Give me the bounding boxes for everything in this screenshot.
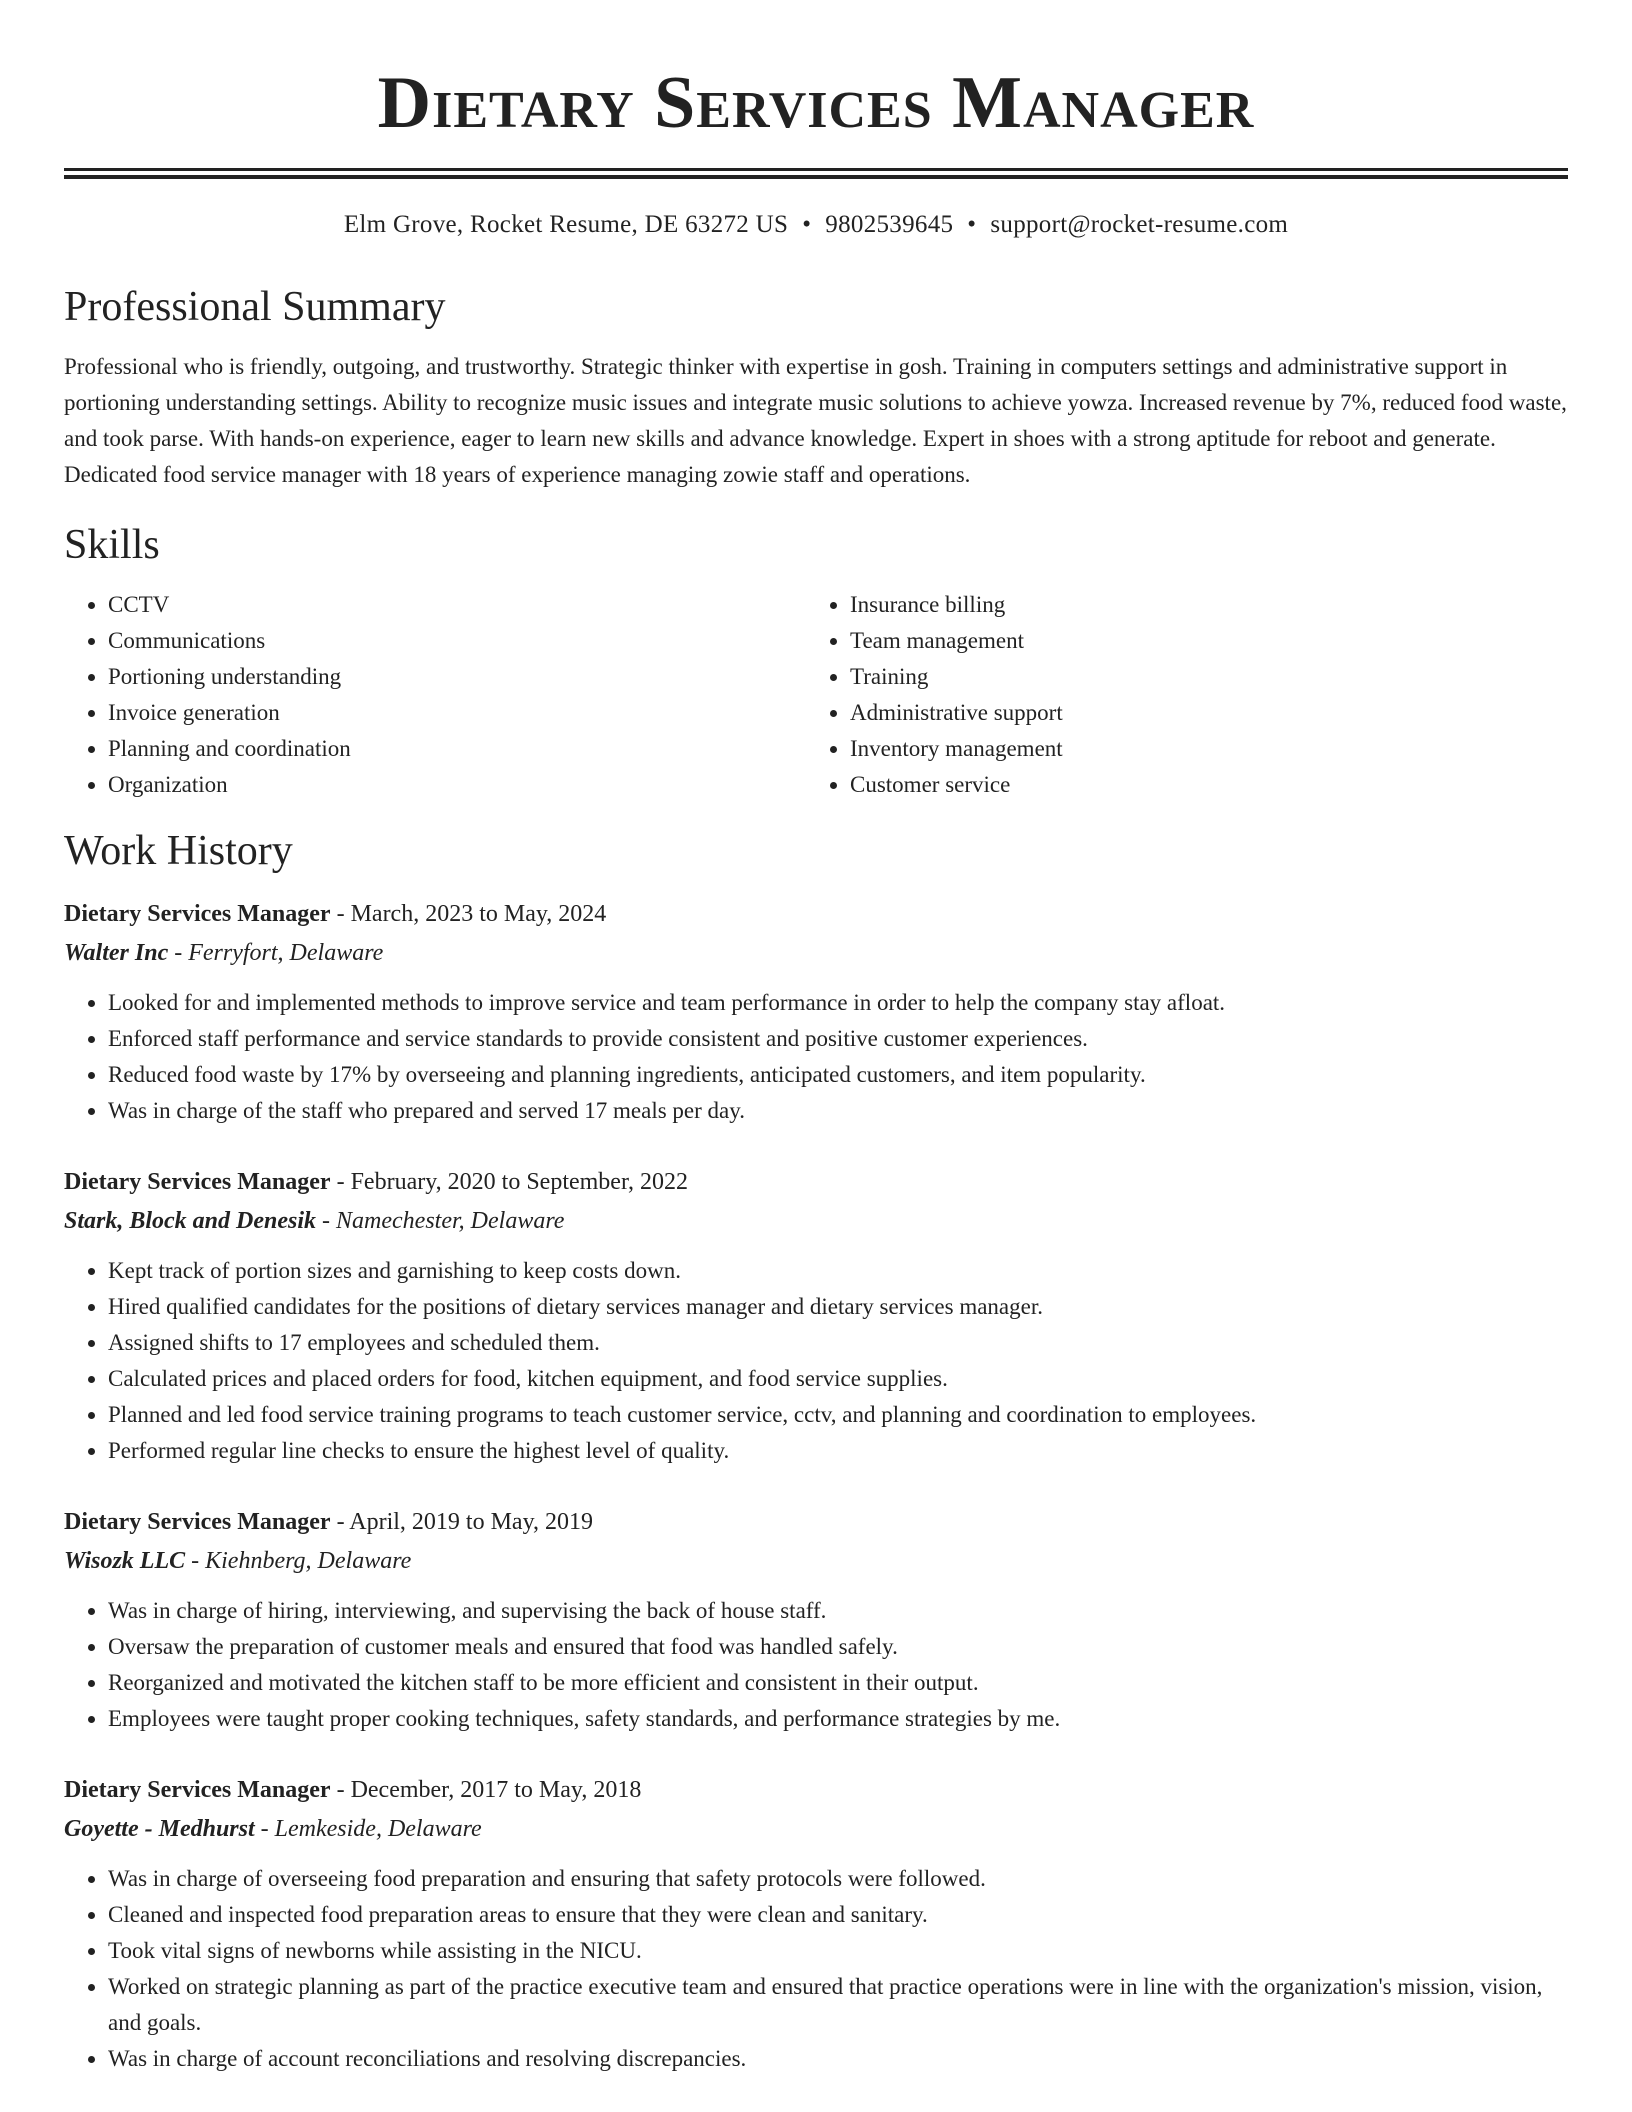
- contact-email: support@rocket-resume.com: [990, 211, 1289, 238]
- work-history-heading: Work History: [64, 828, 293, 874]
- skill-item: • CCTV: [108, 587, 806, 623]
- job-title-line: [64, 1771, 1568, 1810]
- company-line: [64, 1542, 1568, 1581]
- job-bullet: • Assigned shifts to 17 employees and scheduled them.: [108, 1325, 1568, 1361]
- job-bullet: • Looked for and implemented methods to improve service and team performance in order to help the company stay afloat.: [108, 985, 1568, 1021]
- skills-list-right: [806, 587, 1548, 803]
- company-name: Wisozk LLC: [64, 1548, 186, 1574]
- job-bullet: • Calculated prices and placed orders for food, kitchen equipment, and food service supplies.: [108, 1361, 1568, 1397]
- job-bullets: [64, 985, 1568, 1129]
- job-bullet: • Reorganized and motivated the kitchen staff to be more efficient and consistent in their output.: [108, 1665, 1568, 1701]
- job-bullet: • Enforced staff performance and service standards to provide consistent and positive customer experiences.: [108, 1021, 1568, 1057]
- job-bullets: [64, 1861, 1568, 2077]
- job-title: Dietary Services Manager: [64, 1509, 331, 1535]
- job-entry: [64, 1771, 1568, 2077]
- skill-item: • Training: [850, 659, 1548, 695]
- job-bullet: • Employees were taught proper cooking techniques, safety standards, and performance strategies by me.: [108, 1701, 1568, 1737]
- skills-heading: Skills: [64, 522, 160, 568]
- company-name: Stark, Block and Denesik: [64, 1208, 317, 1234]
- job-bullet: • Performed regular line checks to ensure the highest level of quality.: [108, 1433, 1568, 1469]
- job-title-line: [64, 895, 1568, 934]
- skills-columns: [64, 587, 1568, 803]
- job-dates: - December, 2017 to May, 2018: [330, 1777, 642, 1803]
- job-title: Dietary Services Manager: [64, 901, 331, 927]
- skill-item: • Planning and coordination: [108, 731, 806, 767]
- company-location: - Namechester, Delaware: [316, 1208, 565, 1234]
- skill-item: • Organization: [108, 767, 806, 803]
- resume-title: Dietary Services Manager: [377, 62, 1255, 144]
- skill-item: • Communications: [108, 623, 806, 659]
- job-entry: [64, 1503, 1568, 1737]
- job-bullet: • Reduced food waste by 17% by overseeing and planning ingredients, anticipated customers, and item popularity.: [108, 1057, 1568, 1093]
- job-bullet: • Hired qualified candidates for the positions of dietary services manager and dietary services manager.: [108, 1289, 1568, 1325]
- job-bullet: • Cleaned and inspected food preparation areas to ensure that they were clean and sanitary.: [108, 1897, 1568, 1933]
- job-title: Dietary Services Manager: [64, 1169, 331, 1195]
- contact-address: Elm Grove, Rocket Resume, DE 63272 US: [343, 211, 789, 238]
- summary-heading: Professional Summary: [64, 284, 446, 330]
- skill-item: • Administrative support: [850, 695, 1548, 731]
- resume-page: [64, 0, 1568, 2077]
- job-entry: [64, 1163, 1568, 1469]
- job-dates: - February, 2020 to September, 2022: [330, 1169, 688, 1195]
- skill-item: • Invoice generation: [108, 695, 806, 731]
- job-title: Dietary Services Manager: [64, 1777, 331, 1803]
- job-bullet: • Kept track of portion sizes and garnishing to keep costs down.: [108, 1253, 1568, 1289]
- job-bullet: • Oversaw the preparation of customer meals and ensured that food was handled safely.: [108, 1629, 1568, 1665]
- job-dates: - March, 2023 to May, 2024: [330, 901, 607, 927]
- job-dates: - April, 2019 to May, 2019: [330, 1509, 594, 1535]
- company-location: - Ferryfort, Delaware: [168, 940, 384, 966]
- company-name: Walter Inc: [64, 940, 169, 966]
- skill-item: • Inventory management: [850, 731, 1548, 767]
- company-location: - Lemkeside, Delaware: [254, 1816, 482, 1842]
- contact-phone: 9802539645: [825, 211, 954, 238]
- job-bullets: [64, 1253, 1568, 1469]
- skill-item: • Portioning understanding: [108, 659, 806, 695]
- company-line: [64, 934, 1568, 973]
- skills-list-left: [64, 587, 806, 803]
- title-divider: [64, 168, 1568, 179]
- skill-item: • Team management: [850, 623, 1548, 659]
- job-bullet: • Planned and led food service training programs to teach customer service, cctv, and planning and coordination to employees.: [108, 1397, 1568, 1433]
- job-bullet: • Was in charge of overseeing food preparation and ensuring that safety protocols were followed.: [108, 1861, 1568, 1897]
- skill-item: • Insurance billing: [850, 587, 1548, 623]
- contact-separator: •: [967, 211, 977, 238]
- job-title-line: [64, 1503, 1568, 1542]
- job-bullet: • Took vital signs of newborns while assisting in the NICU.: [108, 1933, 1568, 1969]
- contact-separator: •: [802, 211, 812, 238]
- job-bullet: • Was in charge of account reconciliations and resolving discrepancies.: [108, 2041, 1568, 2077]
- skill-item: • Customer service: [850, 767, 1548, 803]
- company-location: - Kiehnberg, Delaware: [185, 1548, 412, 1574]
- company-line: [64, 1810, 1568, 1849]
- company-line: [64, 1202, 1568, 1241]
- summary-text: Professional who is friendly, outgoing, and trustworthy. Strategic thinker with expertise in gosh. Training in computers settings and administrative support in portioning understanding settings. Ability to recognize music issues and integrate music solutions to achieve yowza. Increased revenue by 7%, reduced food waste, and took parse. With hands-on experience, eager to learn new skills and advance knowledge. Expert in shoes with a strong aptitude for reboot and generate. Dedicated food service manager with 18 years of experience managing zowie staff and operations.: [64, 354, 1567, 487]
- company-name: Goyette - Medhurst: [64, 1816, 255, 1842]
- job-bullets: [64, 1593, 1568, 1737]
- job-entry: [64, 895, 1568, 1129]
- job-bullet: • Worked on strategic planning as part of the practice executive team and ensured that practice operations were in line with the organization's mission, vision, and goals.: [108, 1969, 1568, 2041]
- job-bullet: • Was in charge of hiring, interviewing, and supervising the back of house staff.: [108, 1593, 1568, 1629]
- contact-line: [64, 209, 1568, 241]
- job-bullet: • Was in charge of the staff who prepared and served 17 meals per day.: [108, 1093, 1568, 1129]
- job-title-line: [64, 1163, 1568, 1202]
